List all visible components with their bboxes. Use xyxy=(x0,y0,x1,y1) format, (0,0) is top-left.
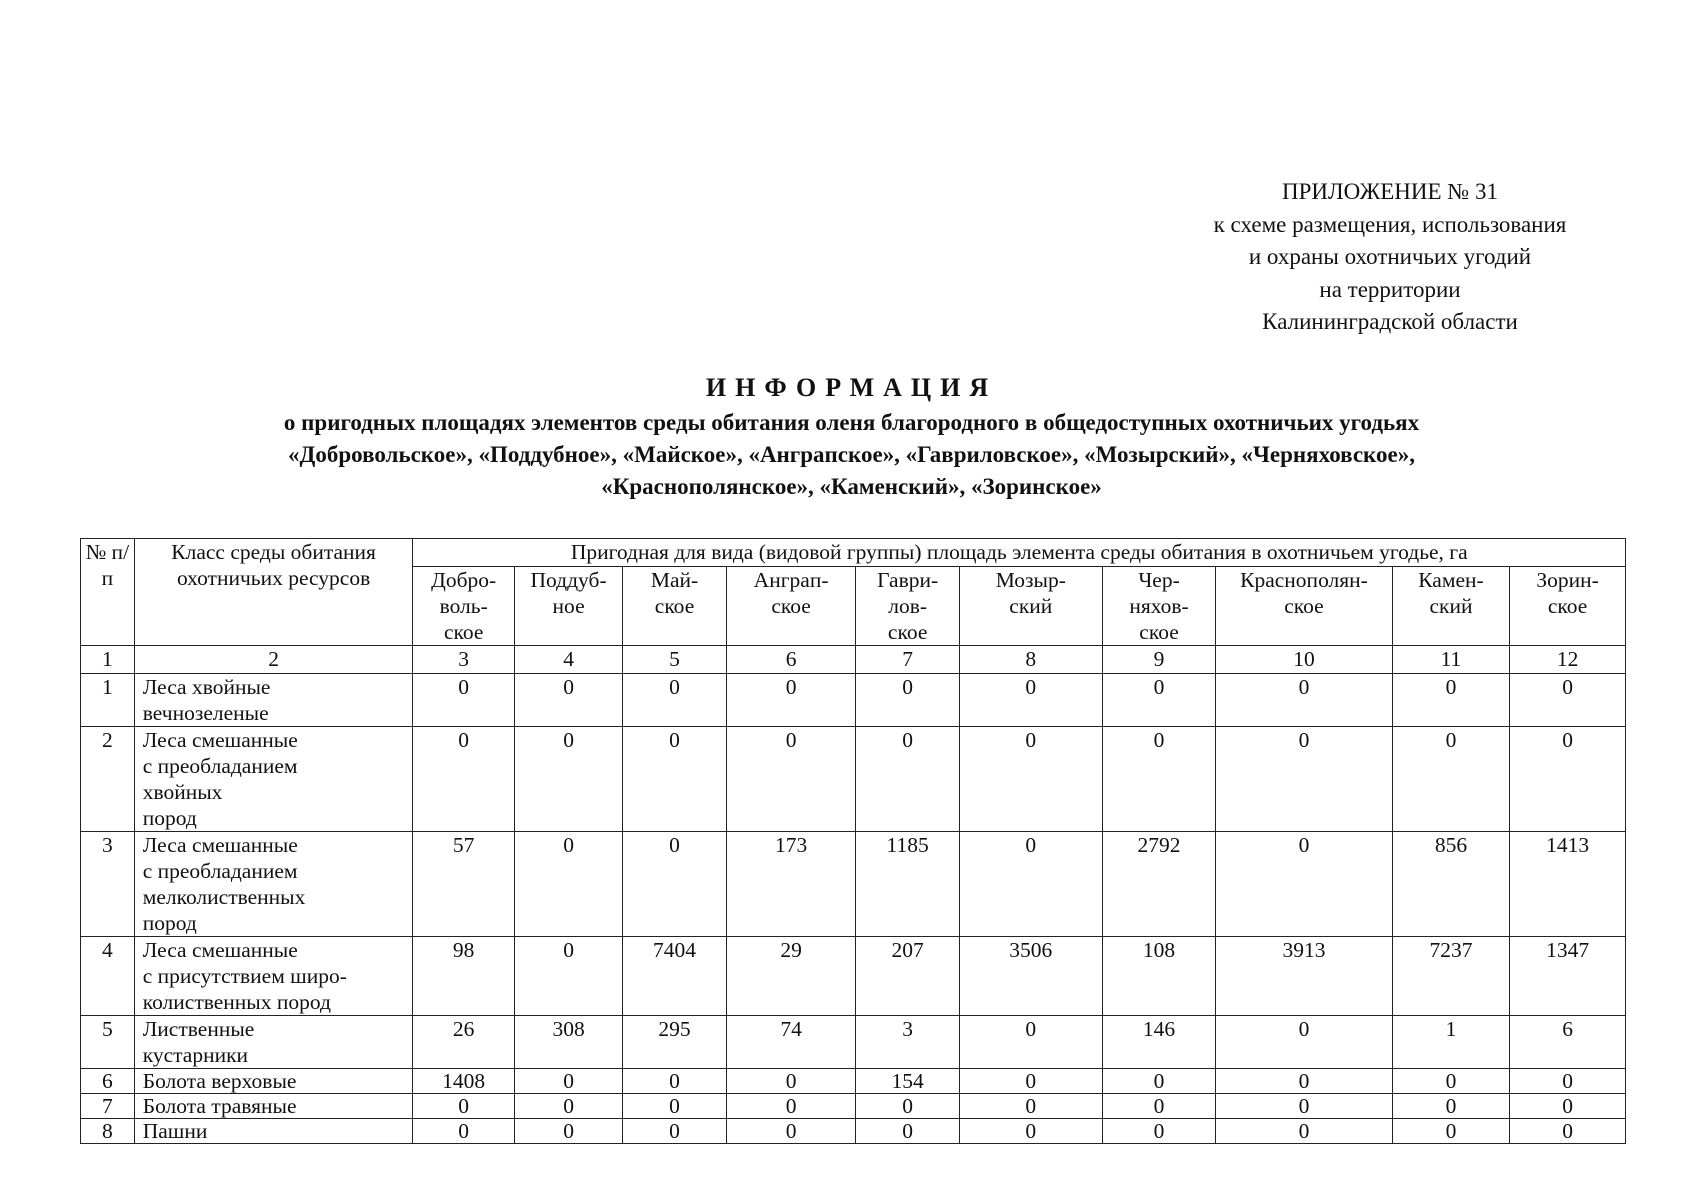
area-value-cell: 1347 xyxy=(1510,937,1626,1016)
header-area-line: ное xyxy=(552,594,585,618)
header-area-line: ское xyxy=(443,620,484,644)
habitat-class-line: с преобладанием xyxy=(142,859,298,883)
header-area-line: Гаври- xyxy=(877,568,939,592)
area-value-cell: 0 xyxy=(726,1069,856,1094)
area-value-cell: 173 xyxy=(726,832,856,937)
area-value-cell: 0 xyxy=(1392,727,1510,832)
area-value-cell: 0 xyxy=(413,727,514,832)
area-value-cell: 146 xyxy=(1102,1016,1216,1069)
row-number-cell: 8 xyxy=(81,1119,135,1144)
area-value-cell: 0 xyxy=(726,727,856,832)
area-value-cell: 0 xyxy=(1392,1069,1510,1094)
header-area-line: Ангрaп- xyxy=(753,568,829,592)
habitat-class-line: хвойных xyxy=(142,780,223,804)
habitat-class-cell xyxy=(134,832,413,937)
document-subtitle-line-2: «Добровольское», «Поддубное», «Майское», «Ангрaпское», «Гавриловское», «Мозырский», «Черняховское», xyxy=(288,442,1415,467)
header-area-line: Мозыр- xyxy=(995,568,1066,592)
appendix-line: и охраны охотничьих угодий xyxy=(1248,244,1532,269)
habitat-class-line: Лиственные xyxy=(142,1017,255,1041)
area-value-cell: 0 xyxy=(413,674,514,727)
habitat-class-cell xyxy=(134,1069,413,1094)
area-value-cell: 0 xyxy=(959,1119,1102,1144)
habitat-class-line: Леса хвойные xyxy=(142,675,271,699)
area-value-cell: 0 xyxy=(1392,1094,1510,1119)
area-value-cell: 0 xyxy=(959,1016,1102,1069)
area-value-cell: 0 xyxy=(1510,674,1626,727)
row-number-cell: 7 xyxy=(81,1094,135,1119)
header-area-cell xyxy=(1510,567,1626,646)
habitat-class-line: Болота травяные xyxy=(142,1094,297,1118)
area-value-cell: 0 xyxy=(1510,1119,1626,1144)
header-area-cell xyxy=(726,567,856,646)
habitat-class-line: колиственных пород xyxy=(142,990,331,1014)
area-value-cell: 0 xyxy=(856,1094,959,1119)
habitat-class-line: пород xyxy=(142,911,197,935)
header-area-line: няхов- xyxy=(1129,594,1189,618)
row-number-cell: 1 xyxy=(81,674,135,727)
header-group-cell: Пригодная для вида (видовой группы) площадь элемента среды обитания в охотничьем угодье, га xyxy=(413,539,1626,567)
area-value-cell: 0 xyxy=(856,1119,959,1144)
column-number-cell: 11 xyxy=(1392,646,1510,674)
area-value-cell: 1413 xyxy=(1510,832,1626,937)
area-value-cell: 0 xyxy=(959,674,1102,727)
area-value-cell: 3 xyxy=(856,1016,959,1069)
header-area-cell xyxy=(1392,567,1510,646)
area-value-cell: 0 xyxy=(1216,674,1392,727)
header-area-line: Поддуб- xyxy=(530,568,607,592)
document-subtitle-line-1: о пригодных площадях элементов среды обитания оленя благородного в общедоступных охотничьих угодьях xyxy=(283,410,1420,435)
area-value-cell: 0 xyxy=(623,1119,726,1144)
area-value-cell: 0 xyxy=(1392,674,1510,727)
header-area-line: воль- xyxy=(439,594,488,618)
column-number-cell: 5 xyxy=(623,646,726,674)
header-area-cell xyxy=(1216,567,1392,646)
table-body xyxy=(81,674,1626,1144)
area-value-cell: 154 xyxy=(856,1069,959,1094)
area-value-cell: 0 xyxy=(726,1094,856,1119)
table-row xyxy=(81,1016,1626,1069)
area-value-cell: 0 xyxy=(623,727,726,832)
header-area-line: ское xyxy=(1139,620,1179,644)
area-value-cell: 0 xyxy=(1102,1069,1216,1094)
document-subtitle-line-3: «Краснополянское», «Каменский», «Зоринское» xyxy=(601,474,1102,499)
area-value-cell: 98 xyxy=(413,937,514,1016)
header-area-cell xyxy=(856,567,959,646)
header-area-line: ское xyxy=(654,594,695,618)
header-area-line: Камен- xyxy=(1418,568,1484,592)
header-area-line: ское xyxy=(1284,594,1324,618)
header-column-numbers-row xyxy=(81,646,1626,674)
area-value-cell: 108 xyxy=(1102,937,1216,1016)
area-value-cell: 1408 xyxy=(413,1069,514,1094)
column-number-cell: 6 xyxy=(726,646,856,674)
area-value-cell: 0 xyxy=(856,674,959,727)
area-value-cell: 0 xyxy=(1216,1094,1392,1119)
area-value-cell: 6 xyxy=(1510,1016,1626,1069)
appendix-line: Калининградской области xyxy=(1262,309,1518,334)
header-class-cell: Класс среды обитания охотничьих ресурсов xyxy=(134,539,413,646)
habitat-class-line: Болота верховые xyxy=(142,1069,297,1093)
area-value-cell: 0 xyxy=(623,1069,726,1094)
area-value-cell: 1 xyxy=(1392,1016,1510,1069)
column-number-cell: 10 xyxy=(1216,646,1392,674)
area-value-cell: 0 xyxy=(514,937,622,1016)
area-value-cell: 0 xyxy=(623,832,726,937)
appendix-line: к схеме размещения, использования xyxy=(1213,211,1567,237)
area-value-cell: 0 xyxy=(1216,1069,1392,1094)
header-area-line: ское xyxy=(771,594,811,618)
area-value-cell: 7237 xyxy=(1392,937,1510,1016)
area-value-cell: 856 xyxy=(1392,832,1510,937)
area-value-cell: 57 xyxy=(413,832,514,937)
area-value-cell: 3913 xyxy=(1216,937,1392,1016)
column-number-cell: 1 xyxy=(81,646,135,674)
header-num-cell: № п/п xyxy=(81,539,135,646)
area-value-cell: 0 xyxy=(1216,1119,1392,1144)
area-value-cell: 0 xyxy=(1510,1094,1626,1119)
area-value-cell: 1185 xyxy=(856,832,959,937)
habitat-class-line: с преобладанием xyxy=(142,754,298,778)
appendix-line: ПРИЛОЖЕНИЕ № 31 xyxy=(1281,179,1499,204)
area-value-cell: 0 xyxy=(413,1094,514,1119)
area-value-cell: 308 xyxy=(514,1016,622,1069)
appendix-block xyxy=(1150,176,1630,339)
header-area-line: Добро- xyxy=(431,568,497,592)
area-value-cell: 74 xyxy=(726,1016,856,1069)
header-area-line: ский xyxy=(1429,594,1473,618)
table-row xyxy=(81,674,1626,727)
header-area-line: ское xyxy=(887,620,928,644)
habitat-class-line: вечнозеленые xyxy=(142,701,269,725)
area-value-cell: 0 xyxy=(1216,832,1392,937)
header-area-line: лов- xyxy=(888,594,928,618)
header-area-line: Май- xyxy=(650,568,699,592)
area-value-cell: 0 xyxy=(959,727,1102,832)
row-number-cell: 3 xyxy=(81,832,135,937)
column-number-cell: 2 xyxy=(134,646,413,674)
row-number-cell: 6 xyxy=(81,1069,135,1094)
area-value-cell: 0 xyxy=(1392,1119,1510,1144)
area-value-cell: 0 xyxy=(514,1094,622,1119)
header-area-cell xyxy=(1102,567,1216,646)
area-value-cell: 207 xyxy=(856,937,959,1016)
area-value-cell: 0 xyxy=(514,1119,622,1144)
area-value-cell: 0 xyxy=(514,727,622,832)
habitat-class-line: кустарники xyxy=(142,1043,249,1067)
habitat-class-cell xyxy=(134,937,413,1016)
area-value-cell: 29 xyxy=(726,937,856,1016)
area-value-cell: 0 xyxy=(1510,727,1626,832)
area-value-cell: 7404 xyxy=(623,937,726,1016)
header-area-cell xyxy=(959,567,1102,646)
habitat-class-cell xyxy=(134,1094,413,1119)
habitat-class-cell xyxy=(134,727,413,832)
habitat-class-line: Пашни xyxy=(142,1119,208,1143)
area-value-cell: 0 xyxy=(1102,1119,1216,1144)
area-value-cell: 3506 xyxy=(959,937,1102,1016)
column-number-cell: 8 xyxy=(959,646,1102,674)
table-row xyxy=(81,1119,1626,1144)
column-number-cell: 7 xyxy=(856,646,959,674)
appendix-line: на территории xyxy=(1319,276,1461,302)
area-value-cell: 0 xyxy=(726,1119,856,1144)
table-row xyxy=(81,832,1626,937)
area-value-cell: 0 xyxy=(959,1069,1102,1094)
area-value-cell: 0 xyxy=(1216,727,1392,832)
document-title: ИНФОРМАЦИЯ xyxy=(705,373,998,402)
area-value-cell: 0 xyxy=(856,727,959,832)
header-area-cell xyxy=(413,567,514,646)
table-row xyxy=(81,727,1626,832)
header-area-line: Чер- xyxy=(1138,568,1180,592)
area-value-cell: 0 xyxy=(514,1069,622,1094)
habitat-class-cell xyxy=(134,674,413,727)
header-area-line: Зорин- xyxy=(1536,568,1599,592)
area-value-cell: 0 xyxy=(726,674,856,727)
column-number-cell: 4 xyxy=(514,646,622,674)
area-value-cell: 0 xyxy=(959,832,1102,937)
area-value-cell: 0 xyxy=(623,674,726,727)
habitat-area-table xyxy=(80,538,1626,1144)
habitat-class-line: с присутствием широ- xyxy=(142,964,347,988)
area-value-cell: 0 xyxy=(1102,674,1216,727)
habitat-class-line: Леса смешанные xyxy=(142,833,298,857)
habitat-class-line: Леса смешанные xyxy=(142,938,298,962)
column-number-cell: 9 xyxy=(1102,646,1216,674)
row-number-cell: 4 xyxy=(81,937,135,1016)
habitat-class-line: мелколиственных xyxy=(142,885,306,909)
header-area-line: ское xyxy=(1547,594,1588,618)
habitat-class-line: пород xyxy=(142,806,197,830)
table-row xyxy=(81,1069,1626,1094)
column-number-cell: 3 xyxy=(413,646,514,674)
area-value-cell: 295 xyxy=(623,1016,726,1069)
row-number-cell: 5 xyxy=(81,1016,135,1069)
area-value-cell: 0 xyxy=(1102,727,1216,832)
area-value-cell: 0 xyxy=(1510,1069,1626,1094)
area-value-cell: 0 xyxy=(514,832,622,937)
header-area-cell xyxy=(623,567,726,646)
area-value-cell: 0 xyxy=(514,674,622,727)
table-row xyxy=(81,937,1626,1016)
area-value-cell: 0 xyxy=(623,1094,726,1119)
header-area-cell xyxy=(514,567,622,646)
habitat-class-cell xyxy=(134,1016,413,1069)
header-area-line: ский xyxy=(1009,594,1053,618)
area-value-cell: 26 xyxy=(413,1016,514,1069)
habitat-class-line: Леса смешанные xyxy=(142,728,298,752)
table-row xyxy=(81,1094,1626,1119)
habitat-class-cell xyxy=(134,1119,413,1144)
area-value-cell: 0 xyxy=(413,1119,514,1144)
area-value-cell: 0 xyxy=(959,1094,1102,1119)
header-area-line: Краснополян- xyxy=(1240,568,1368,592)
area-value-cell: 0 xyxy=(1216,1016,1392,1069)
row-number-cell: 2 xyxy=(81,727,135,832)
column-number-cell: 12 xyxy=(1510,646,1626,674)
area-value-cell: 0 xyxy=(1102,1094,1216,1119)
area-value-cell: 2792 xyxy=(1102,832,1216,937)
